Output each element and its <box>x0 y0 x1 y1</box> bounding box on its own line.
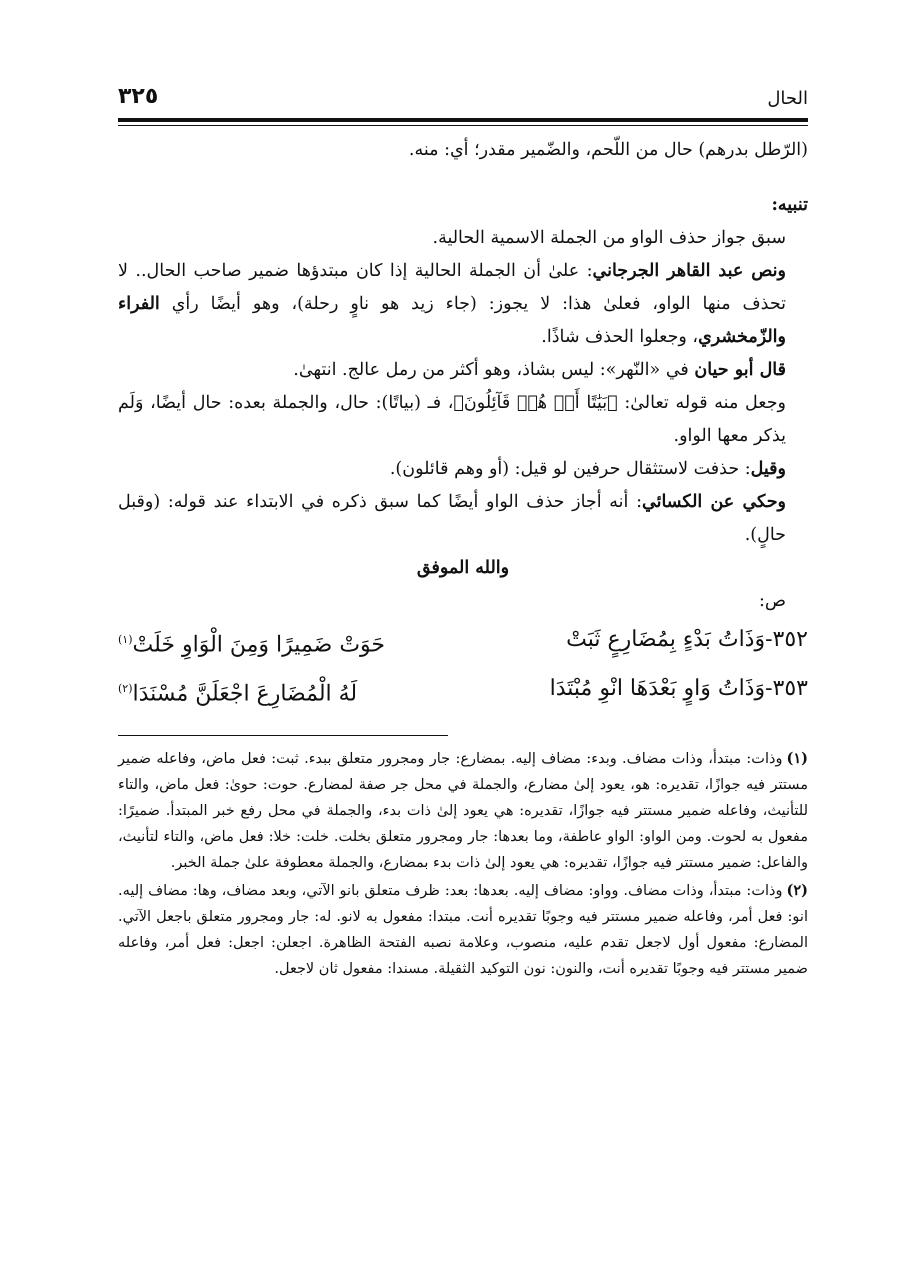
footnote-number: (٢) <box>786 881 808 899</box>
verse-label: ص: <box>758 591 786 611</box>
footnote <box>118 746 808 876</box>
verse-text: لَهُ الْمُضَارِعَ اجْعَلَنَّ مُسْنَدَا <box>132 681 358 707</box>
paragraph <box>118 453 808 486</box>
header-rule-thick <box>118 118 808 122</box>
paragraph <box>118 486 808 552</box>
verse-text: وَذَاتُ بَدْءٍ بِمُضَارِعٍ ثَبَتْ <box>566 627 766 652</box>
verse-number: ٣٥٢- <box>765 627 808 652</box>
running-header <box>118 82 808 118</box>
main-text <box>118 134 808 717</box>
scholar-name: قال أبو حيان <box>694 360 786 380</box>
verse-line <box>118 667 808 716</box>
scholar-name: وقيل <box>750 459 786 479</box>
verse-number: ٣٥٣- <box>765 676 808 702</box>
paragraph <box>118 255 808 354</box>
paragraph: وجعل منه قوله تعالىٰ: ﴿بَيَٰتًا أَوۡ هُمۡ قَآئِلُونَ﴾، فـ (بياتًا): حال، والجملة بعده: حال أيضًا، وَلَم يذكر معها الواو. <box>118 393 786 446</box>
footnotes <box>118 746 808 982</box>
document-page <box>118 82 808 984</box>
verse-text: حَوَتْ ضَمِيرًا وَمِنَ الْوَاوِ خَلَتْ <box>132 632 386 658</box>
paragraph: (الرّطل بدرهم) حال من اللّحم، والضّمير مقدر؛ أي: منه. <box>408 140 808 160</box>
verse-second-hemistich <box>118 667 357 716</box>
verse-second-hemistich <box>118 618 385 667</box>
scholar-name: الفراء والزّمخشري <box>118 294 786 347</box>
verse-line <box>118 618 808 667</box>
paragraph-text: في «النّهر»: ليس بشاذ، وهو أكثر من رمل عالج. انتهىٰ. <box>293 360 695 380</box>
paragraph <box>118 354 808 387</box>
footnote-number: (١) <box>786 749 808 767</box>
footnote-separator <box>118 735 448 736</box>
section-heading: تنبيه: <box>771 195 808 215</box>
closing-phrase: والله الموفق <box>416 558 510 578</box>
chapter-title: الحال <box>767 88 808 109</box>
verse-first-hemistich <box>566 618 808 667</box>
footnote-text: وذات: مبتدأ، وذات مضاف. وبدء: مضاف إليه. بمضارع: جار ومجرور متعلق ببدء. ثبت: فعل ماض، وفاعله ضمير مستتر فيه جوازًا، تقديره: هو، يعود إلىٰ مضارع، والجملة في محل جر صفة لمضارع. حوت: حوىٰ: فعل ماض، والتاء للتأنيث، وفاعله ضمير مستتر فيه جوازًا، تقديره: هي يعود إلىٰ ذات بدء، والجملة في محل رفع خبر المبتدأ. ضميرًا: مفعول به لحوت. ومن الواو: الواو عاطفة، وما بعدها: جار ومجرور متعلق بخلت. خلت: خلا: فعل ماض، والتاء لتأنيث، والفاعل: ضمير مستتر فيه جوازًا، تقديره: هي يعود إلىٰ ذات بدء بمضارع، والجملة معطوفة علىٰ جملة الخبر. <box>118 750 808 871</box>
paragraph-text: ، وجعلوا الحذف شاذًا. <box>541 327 699 347</box>
scholar-name: وحكي عن الكسائي <box>642 492 786 512</box>
page-number: ٣٢٥ <box>118 84 159 109</box>
footnote-ref: (٢) <box>118 682 133 696</box>
footnote-text: وذات: مبتدأ، وذات مضاف. وواو: مضاف إليه. بعدها: بعد: ظرف متعلق بانو الآتي، وبعد مضاف، وها: مضاف إليه. انو: فعل أمر، وفاعله ضمير مستتر فيه وجوبًا تقديره أنت. مبتدا: مفعول به لانو. له: جار ومجرور متعلق باجعل الآتي. المضارع: مفعول أول لاجعل تقدم عليه، منصوب، وعلامة نصبه الفتحة الظاهرة. اجعلن: اجعل: فعل أمر، وفاعله ضمير مستتر فيه وجوبًا تقديره أنت، والنون: نون التوكيد الثقيلة. مسندا: مفعول ثان لاجعل. <box>118 882 808 977</box>
header-rule-thin <box>118 125 808 126</box>
paragraph-text: : أنه أجاز حذف الواو أيضًا كما سبق ذكره في الابتداء عند قوله: (وقبل حالٍ). <box>118 492 786 545</box>
paragraph-text: : علىٰ أن الجملة الحالية إذا كان مبتدؤها ضمير صاحب الحال.. لا تحذف منها الواو، فعلىٰ هذا: لا يجوز: (جاء زيد هو ناوٍ رحلة)، وهو أيضًا رأي <box>118 261 786 314</box>
paragraph: سبق جواز حذف الواو من الجملة الاسمية الحالية. <box>432 228 786 248</box>
scholar-name: ونص عبد القاهر الجرجاني <box>592 261 786 281</box>
verse-text: وَذَاتُ وَاوٍ بَعْدَهَا انْوِ مُبْتَدَا <box>549 676 766 702</box>
footnote-ref: (١) <box>118 633 133 646</box>
footnote <box>118 878 808 982</box>
paragraph-text: : حذفت لاستثقال حرفين لو قيل: (أو وهم قائلون). <box>389 459 751 479</box>
verse-first-hemistich <box>550 667 808 716</box>
